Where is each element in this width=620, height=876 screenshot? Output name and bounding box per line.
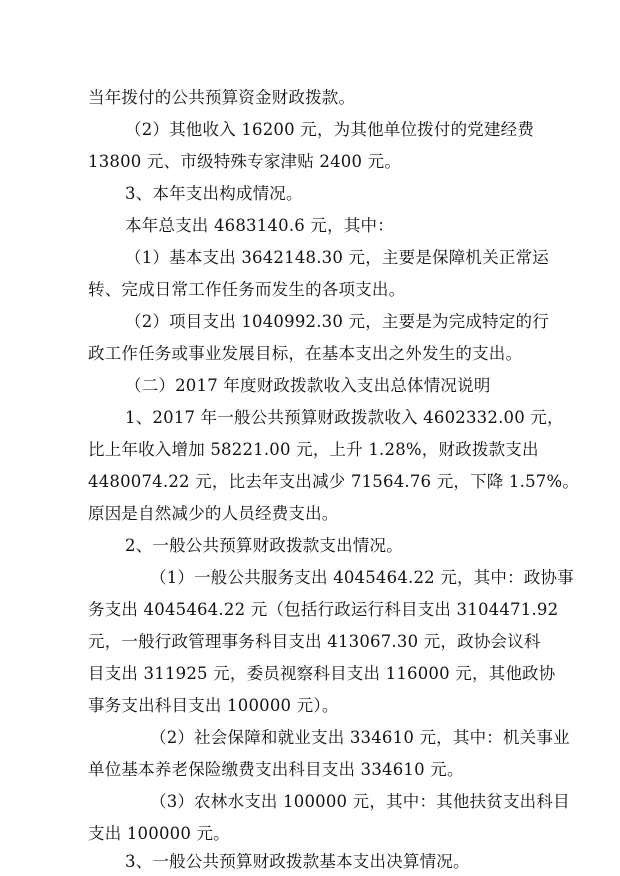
text-line: 务支出 4045464.22 元（包括行政运行科目支出 3104471.92 — [88, 600, 559, 619]
text-line: 13800 元、市级特殊专家津贴 2400 元。 — [88, 152, 402, 171]
text-line: 事务支出科目支出 100000 元）。 — [88, 696, 339, 715]
text-line: 转、完成日常工作任务而发生的各项支出。 — [88, 280, 406, 299]
text-line: 4480074.22 元，比去年支出减少 71564.76 元，下降 1.57%。 — [88, 472, 580, 491]
text-line: 目支出 311925 元，委员视察科目支出 116000 元，其他政协 — [88, 664, 556, 683]
text-line: 本年总支出 4683140.6 元，其中： — [125, 216, 394, 235]
text-line: （2）项目支出 1040992.30 元，主要是为完成特定的行 — [125, 312, 549, 331]
text-line: 3、一般公共预算财政拨款基本支出决算情况。 — [125, 852, 470, 871]
text-line: 政工作任务或事业发展目标，在基本支出之外发生的支出。 — [88, 344, 523, 363]
text-line: （2）其他收入 16200 元，为其他单位拨付的党建经费 — [125, 120, 535, 139]
text-line: 单位基本养老保险缴费支出科目支出 334610 元。 — [88, 760, 464, 779]
text-line: 当年拨付的公共预算资金财政拨款。 — [88, 88, 356, 107]
text-line: 支出 100000 元。 — [88, 824, 230, 843]
text-line: （2）社会保障和就业支出 334610 元，其中：机关事业 — [150, 728, 570, 747]
text-line: （1）基本支出 3642148.30 元，主要是保障机关正常运 — [125, 248, 549, 267]
text-line: （1）一般公共服务支出 4045464.22 元，其中：政协事 — [150, 568, 574, 587]
text-line: 元，一般行政管理事务科目支出 413067.30 元，政协会议科 — [88, 632, 541, 651]
text-line: 比上年收入增加 58221.00 元，上升 1.28%，财政拨款支出 — [88, 440, 539, 459]
text-line: 原因是自然减少的人员经费支出。 — [88, 504, 339, 523]
text-line: 3、本年支出构成情况。 — [125, 184, 303, 203]
text-line: （3）农林水支出 100000 元，其中：其他扶贫支出科目 — [150, 792, 570, 811]
text-line: 2、一般公共预算财政拨款支出情况。 — [125, 536, 403, 555]
text-line: 1、2017 年一般公共预算财政拨款收入 4602332.00 元， — [125, 408, 564, 427]
section-heading: （二）2017 年度财政拨款收入支出总体情况说明 — [125, 376, 491, 395]
